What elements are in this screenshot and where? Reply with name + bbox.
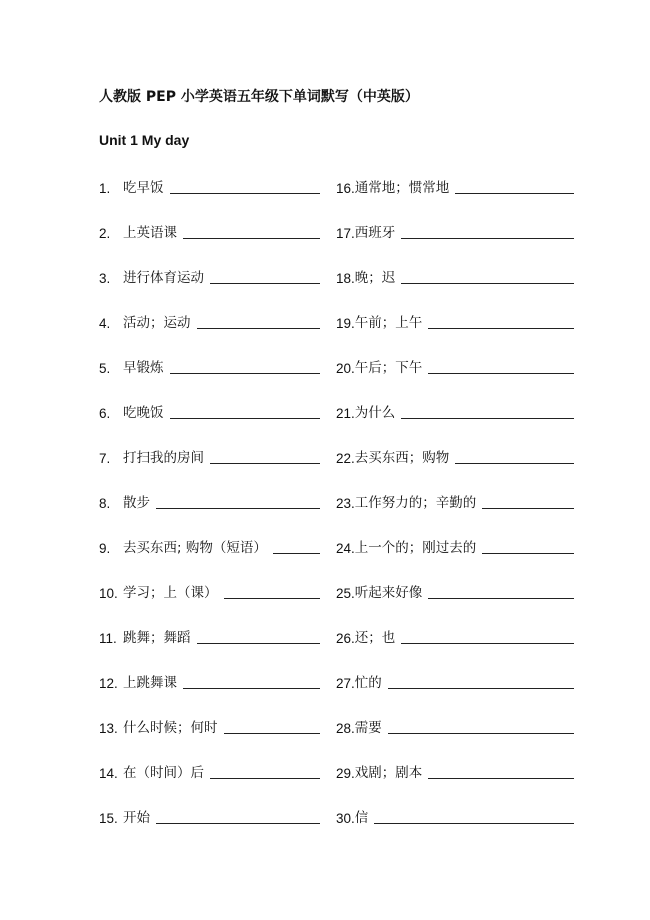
answer-blank[interactable]: [156, 809, 320, 824]
vocab-item: [336, 176, 574, 196]
answer-blank[interactable]: [197, 629, 321, 644]
chinese-prompt: 听起来好像: [354, 585, 423, 601]
chinese-prompt: 早锻炼: [123, 360, 164, 376]
item-number: 29.: [336, 766, 355, 781]
chinese-prompt: 什么时候；何时: [123, 720, 218, 736]
answer-blank[interactable]: [273, 539, 320, 554]
vocab-item: [99, 626, 320, 646]
vocab-item: [99, 401, 320, 421]
chinese-prompt: 忙的: [354, 675, 382, 691]
answer-blank[interactable]: [428, 359, 574, 374]
page-title: 人教版 PEP 小学英语五年级下单词默写（中英版）: [99, 89, 419, 105]
answer-blank[interactable]: [428, 584, 574, 599]
item-number: 21.: [336, 406, 355, 421]
answer-blank[interactable]: [482, 494, 574, 509]
vocab-item: [336, 536, 574, 556]
item-number: 27.: [336, 676, 355, 691]
answer-blank[interactable]: [455, 179, 574, 194]
chinese-prompt: 打扫我的房间: [123, 450, 204, 466]
answer-blank[interactable]: [210, 764, 320, 779]
answer-blank[interactable]: [428, 764, 574, 779]
answer-blank[interactable]: [170, 404, 321, 419]
item-number: 28.: [336, 721, 355, 736]
chinese-prompt: 跳舞；舞蹈: [123, 630, 191, 646]
item-number: 8.: [99, 496, 111, 511]
item-number: 30.: [336, 811, 355, 826]
answer-blank[interactable]: [183, 224, 320, 239]
item-number: 18.: [336, 271, 355, 286]
chinese-prompt: 戏剧；剧本: [354, 765, 423, 781]
vocab-item: [99, 716, 320, 736]
vocab-item: [336, 626, 574, 646]
chinese-prompt: 为什么: [354, 405, 396, 421]
vocab-item: [336, 491, 574, 511]
vocab-item: [336, 356, 574, 376]
chinese-prompt: 在（时间）后: [123, 765, 204, 781]
vocab-item: [99, 581, 320, 601]
answer-blank[interactable]: [170, 359, 321, 374]
answer-blank[interactable]: [224, 719, 321, 734]
vocab-item: [99, 176, 320, 196]
vocab-item: [336, 716, 574, 736]
item-number: 11.: [99, 631, 117, 646]
chinese-prompt: 还；也: [354, 630, 396, 646]
chinese-prompt: 晚；迟: [354, 270, 396, 286]
answer-blank[interactable]: [156, 494, 320, 509]
item-number: 26.: [336, 631, 355, 646]
item-number: 1.: [99, 181, 111, 196]
vocab-item: [336, 806, 574, 826]
item-number: 20.: [336, 361, 355, 376]
answer-blank[interactable]: [428, 314, 574, 329]
item-number: 10.: [99, 586, 118, 601]
chinese-prompt: 需要: [354, 720, 382, 736]
chinese-prompt: 西班牙: [354, 225, 396, 241]
chinese-prompt: 午前；上午: [354, 315, 423, 331]
vocab-item: [99, 761, 320, 781]
answer-blank[interactable]: [170, 179, 321, 194]
vocab-item: [336, 401, 574, 421]
chinese-prompt: 上英语课: [123, 225, 177, 241]
chinese-prompt: 去买东西；购物: [354, 450, 450, 466]
item-number: 16.: [336, 181, 355, 196]
chinese-prompt: 散步: [123, 495, 150, 511]
chinese-prompt: 信: [354, 810, 369, 826]
answer-blank[interactable]: [183, 674, 320, 689]
answer-blank[interactable]: [388, 674, 574, 689]
item-number: 19.: [336, 316, 355, 331]
item-number: 4.: [99, 316, 111, 331]
vocab-item: [99, 446, 320, 466]
answer-blank[interactable]: [455, 449, 574, 464]
answer-blank[interactable]: [374, 809, 574, 824]
chinese-prompt: 工作努力的；辛勤的: [354, 495, 477, 511]
vocab-item: [99, 491, 320, 511]
vocab-item: [99, 806, 320, 826]
answer-blank[interactable]: [401, 269, 574, 284]
item-number: 14.: [99, 766, 118, 781]
vocab-item: [336, 221, 574, 241]
vocab-item: [99, 266, 320, 286]
vocab-item: [99, 221, 320, 241]
vocab-item: [336, 581, 574, 601]
chinese-prompt: 午后；下午: [354, 360, 423, 376]
vocab-item: [336, 446, 574, 466]
item-number: 7.: [99, 451, 111, 466]
item-number: 12.: [99, 676, 118, 691]
chinese-prompt: 上跳舞课: [123, 675, 177, 691]
item-number: 6.: [99, 406, 111, 421]
answer-blank[interactable]: [210, 449, 320, 464]
chinese-prompt: 去买东西; 购物（短语）: [123, 540, 267, 556]
vocab-item: [99, 536, 320, 556]
chinese-prompt: 学习；上（课）: [123, 585, 218, 601]
item-number: 17.: [336, 226, 355, 241]
item-number: 15.: [99, 811, 118, 826]
item-number: 3.: [99, 271, 111, 286]
answer-blank[interactable]: [224, 584, 321, 599]
vocab-item: [99, 311, 320, 331]
answer-blank[interactable]: [401, 404, 574, 419]
item-number: 2.: [99, 226, 111, 241]
vocab-item: [99, 671, 320, 691]
chinese-prompt: 通常地；惯常地: [354, 180, 450, 196]
answer-blank[interactable]: [388, 719, 574, 734]
item-number: 13.: [99, 721, 118, 736]
item-number: 23.: [336, 496, 355, 511]
vocab-item: [336, 761, 574, 781]
item-number: 22.: [336, 451, 355, 466]
answer-blank[interactable]: [197, 314, 321, 329]
chinese-prompt: 吃晚饭: [123, 405, 164, 421]
answer-blank[interactable]: [401, 224, 574, 239]
unit-heading: Unit 1 My day: [99, 132, 190, 148]
item-number: 24.: [336, 541, 355, 556]
chinese-prompt: 活动；运动: [123, 315, 191, 331]
item-number: 5.: [99, 361, 111, 376]
chinese-prompt: 开始: [123, 810, 150, 826]
vocab-item: [336, 671, 574, 691]
chinese-prompt: 吃早饭: [123, 180, 164, 196]
item-number: 9.: [99, 541, 111, 556]
chinese-prompt: 进行体育运动: [123, 270, 204, 286]
item-number: 25.: [336, 586, 355, 601]
answer-blank[interactable]: [210, 269, 320, 284]
answer-blank[interactable]: [401, 629, 574, 644]
vocab-item: [336, 266, 574, 286]
vocab-item: [336, 311, 574, 331]
answer-blank[interactable]: [482, 539, 574, 554]
vocab-item: [99, 356, 320, 376]
chinese-prompt: 上一个的；刚过去的: [354, 540, 477, 556]
